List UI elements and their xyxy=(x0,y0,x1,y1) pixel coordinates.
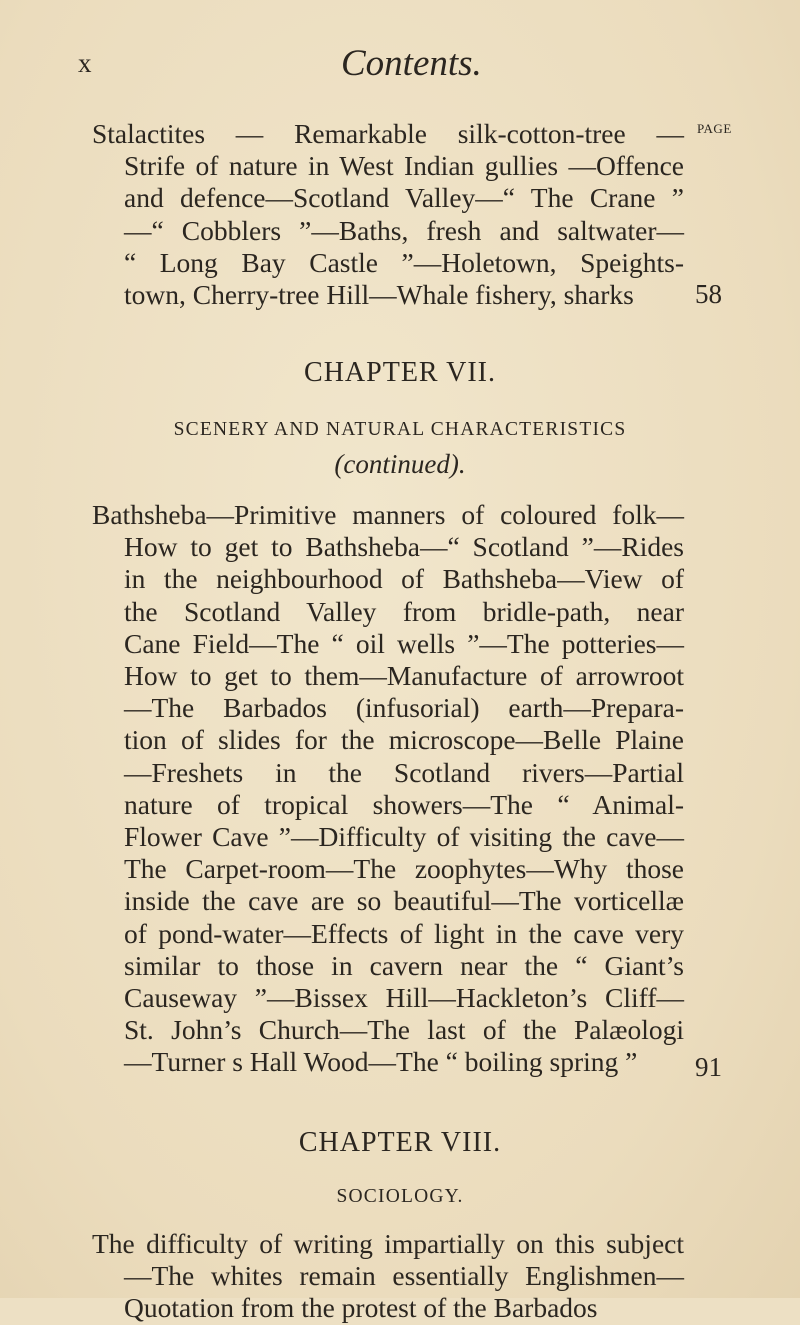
page-column-label: PAGE xyxy=(697,121,732,136)
chapter-subtitle: SCENERY AND NATURAL CHARACTERISTICS xyxy=(173,419,627,440)
toc-line: nature of tropical showers—The “ Animal- xyxy=(124,788,684,820)
toc-line: Cane Field—The “ oil wells ”—The potteries— xyxy=(124,627,684,659)
toc-line: town, Cherry-tree Hill—Whale fishery, sharks xyxy=(124,279,634,311)
chapter-subtitle: SOCIOLOGY. xyxy=(336,1186,464,1207)
toc-line: similar to those in cavern near the “ Giant’s xyxy=(124,949,684,981)
toc-line: in the neighbourhood of Bathsheba—View of xyxy=(124,563,684,595)
toc-line: Quotation from the protest of the Barbados xyxy=(124,1292,598,1324)
toc-line: St. John’s Church—The last of the Palæologi xyxy=(124,1014,684,1046)
running-title: Contents. xyxy=(341,43,482,84)
toc-line: How to get to Bathsheba—“ Scotland ”—Rides xyxy=(124,531,684,563)
toc-line: —Turner s Hall Wood—The “ boiling spring ” xyxy=(124,1046,638,1078)
toc-entry-chapter8 xyxy=(92,1228,684,1325)
toc-line: of pond-water—Effects of light in the cave very xyxy=(124,917,684,949)
toc-line: Strife of nature in West Indian gullies —Offence xyxy=(124,150,684,182)
toc-line: —The whites remain essentially Englishmen— xyxy=(124,1260,684,1292)
toc-line: inside the cave are so beautiful—The vorticellæ xyxy=(124,885,684,917)
toc-line: —Freshets in the Scotland rivers—Partial xyxy=(124,756,684,788)
chapter-heading: CHAPTER VIII. xyxy=(298,1127,502,1158)
page-header xyxy=(0,42,800,82)
toc-line: —“ Cobblers ”—Baths, fresh and saltwater— xyxy=(124,214,684,246)
toc-line: the Scotland Valley from bridle-path, near xyxy=(124,595,684,627)
toc-line: Flower Cave ”—Difficulty of visiting the cave— xyxy=(124,821,684,853)
page-number: 58 xyxy=(695,279,722,309)
toc-line: Bathsheba—Primitive manners of coloured folk— xyxy=(92,499,684,530)
folio-number: x xyxy=(78,48,92,78)
toc-line: and defence—Scotland Valley—“ The Crane ” xyxy=(124,182,684,214)
chapter-heading: CHAPTER VII. xyxy=(304,357,496,388)
toc-entry-chapter7 xyxy=(92,499,684,1079)
toc-line: The Carpet-room—The zoophytes—Why those xyxy=(124,853,684,885)
toc-line: Stalactites — Remarkable silk-cotton-tree — xyxy=(92,118,684,149)
toc-line: tion of slides for the microscope—Belle Plaine xyxy=(124,724,684,756)
page-number: 91 xyxy=(695,1052,722,1082)
chapter-continued-note xyxy=(0,449,800,480)
toc-line: The difficulty of writing impartially on this subject xyxy=(92,1228,684,1259)
toc-line: —The Barbados (infusorial) earth—Prepara- xyxy=(124,692,684,724)
toc-line: Causeway ”—Bissex Hill—Hackleton’s Cliff— xyxy=(124,982,684,1014)
toc-line: “ Long Bay Castle ”—Holetown, Speights- xyxy=(124,246,684,278)
toc-entry-chapter6-continued xyxy=(92,118,684,311)
continued-text: (continued). xyxy=(334,449,466,479)
toc-line: How to get to them—Manufacture of arrowroot xyxy=(124,660,684,692)
